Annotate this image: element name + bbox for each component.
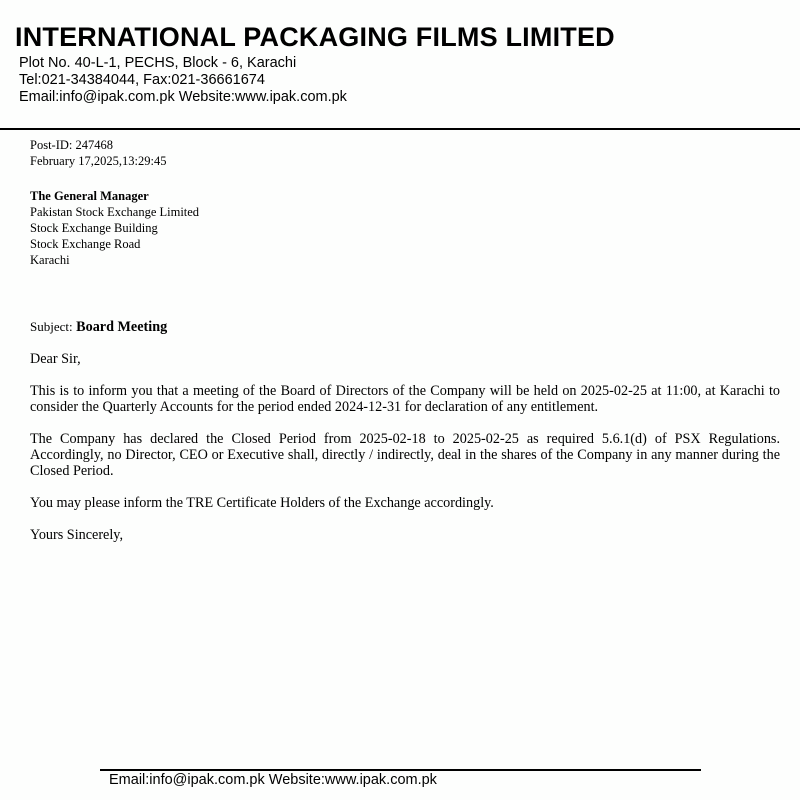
subject-text: Board Meeting (76, 319, 168, 335)
company-email-website: Email:info@ipak.com.pk Website:www.ipak.com.pk (19, 89, 347, 105)
footer-divider (100, 769, 701, 771)
letter-date: February 17,2025,13:29:45 (30, 154, 167, 168)
addressee-line: Pakistan Stock Exchange Limited (30, 205, 200, 219)
closed-period-paragraph: The Company has declared the Closed Period from 2025-02-18 to 2025-02-25 as required 5.6.1(d) of PSX Regulations. Accordingly, no Director, CEO or Executive shall, directly / indirectly, deal in the shares of the Company in any manner during the Closed Period. (30, 431, 780, 479)
subject-line (30, 319, 780, 335)
post-id: Post-ID: 247468 (30, 138, 113, 152)
company-name: INTERNATIONAL PACKAGING FILMS LIMITED (15, 22, 615, 52)
salutation: Dear Sir, (30, 351, 81, 367)
inform-holders-paragraph: You may please inform the TRE Certificate Holders of the Exchange accordingly. (30, 495, 494, 511)
addressee-line: Stock Exchange Building (30, 221, 158, 235)
meeting-notice-paragraph: This is to inform you that a meeting of the Board of Directors of the Company will be held on 2025-02-25 at 11:00, at Karachi to consider the Quarterly Accounts for the period ended 2024-12-31 for declaration of any entitlement. (30, 383, 780, 415)
addressee-line: Karachi (30, 253, 70, 267)
subject-label: Subject: (30, 319, 73, 334)
addressee-line: Stock Exchange Road (30, 237, 141, 251)
company-address: Plot No. 40-L-1, PECHS, Block - 6, Karachi (19, 55, 297, 71)
company-phone-fax: Tel:021-34384044, Fax:021-36661674 (19, 72, 265, 88)
addressee-title: The General Manager (30, 189, 149, 203)
closing: Yours Sincerely, (30, 527, 124, 543)
letterhead (0, 0, 800, 130)
footer-email-website: Email:info@ipak.com.pk Website:www.ipak.com.pk (109, 772, 437, 788)
addressee-block (30, 188, 199, 268)
